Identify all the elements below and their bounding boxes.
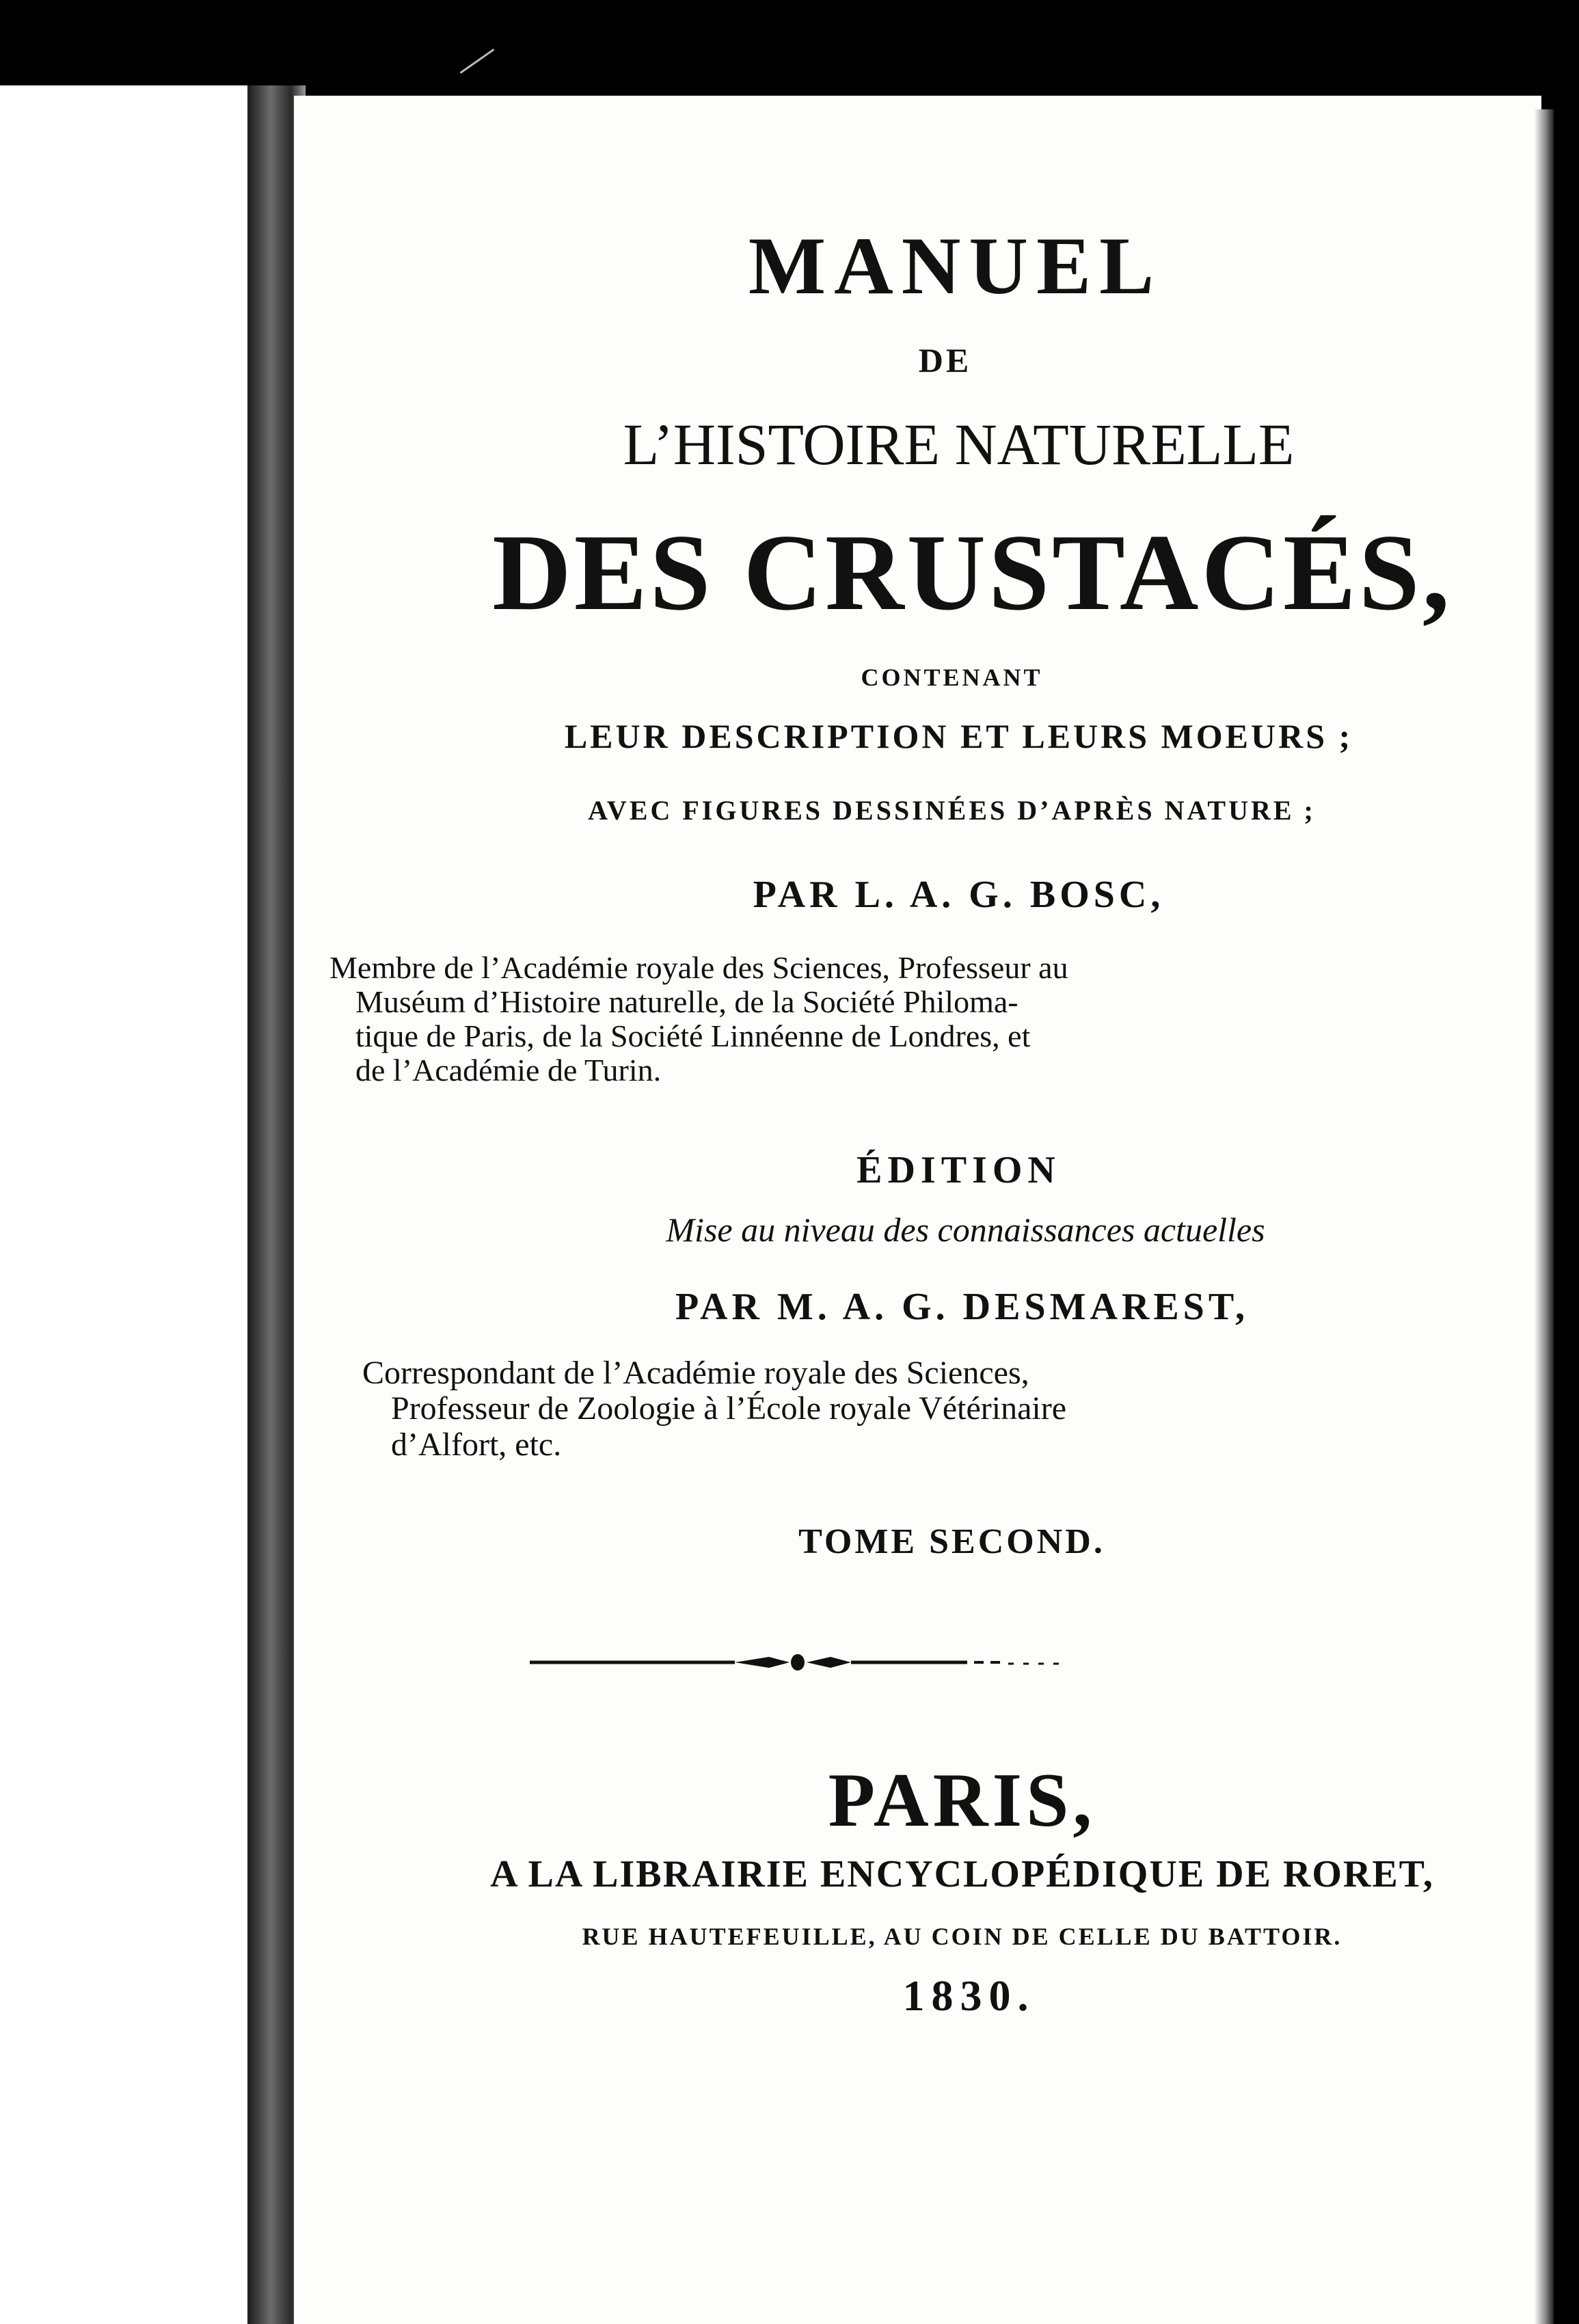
editor-credentials-line: Professeur de Zoologie à l’École royale Vétérinaire: [391, 1390, 1067, 1427]
facing-leaf: [0, 85, 256, 2324]
volume-label: TOME SECOND.: [798, 1522, 1105, 1561]
edition-heading: ÉDITION: [856, 1149, 1061, 1191]
scan-mark: [460, 49, 495, 74]
author-line: PAR L. A. G. BOSC,: [753, 874, 1165, 916]
editor-credentials-line: d’Alfort, etc.: [391, 1427, 562, 1463]
contenant-line: CONTENANT: [861, 664, 1043, 691]
main-title: DES CRUSTACÉS,: [492, 511, 1453, 633]
subject-line: L’HISTOIRE NATURELLE: [623, 411, 1295, 477]
author-credentials-line: tique de Paris, de la Société Linnéenne de Londres, et: [355, 1018, 1031, 1053]
publisher-line: A LA LIBRAIRIE ENCYCLOPÉDIQUE DE RORET,: [490, 1853, 1434, 1895]
ornamental-rule: [530, 1649, 1063, 1676]
edition-note: Mise au niveau des connaissances actuelles: [666, 1211, 1265, 1249]
title-connector: DE: [918, 341, 972, 379]
editor-line: PAR M. A. G. DESMAREST,: [675, 1286, 1250, 1328]
book-title: MANUEL: [748, 220, 1163, 311]
editor-credentials-line: Correspondant de l’Académie royale des Sciences,: [362, 1355, 1029, 1391]
figures-line: AVEC FIGURES DESSINÉES D’APRÈS NATURE ;: [588, 795, 1316, 826]
author-credentials-line: Membre de l’Académie royale des Sciences, Professeur au: [329, 950, 1068, 985]
description-line: LEUR DESCRIPTION ET LEURS MOEURS ;: [564, 717, 1353, 755]
author-credentials-line: Muséum d’Histoire naturelle, de la Société Philoma-: [355, 984, 1018, 1019]
publication-year: 1830.: [902, 1971, 1036, 2020]
author-credentials-line: de l’Académie de Turin.: [355, 1053, 662, 1087]
imprint-city: PARIS,: [828, 1758, 1096, 1843]
address-line: RUE HAUTEFEUILLE, AU COIN DE CELLE DU BATTOIR.: [582, 1923, 1342, 1950]
